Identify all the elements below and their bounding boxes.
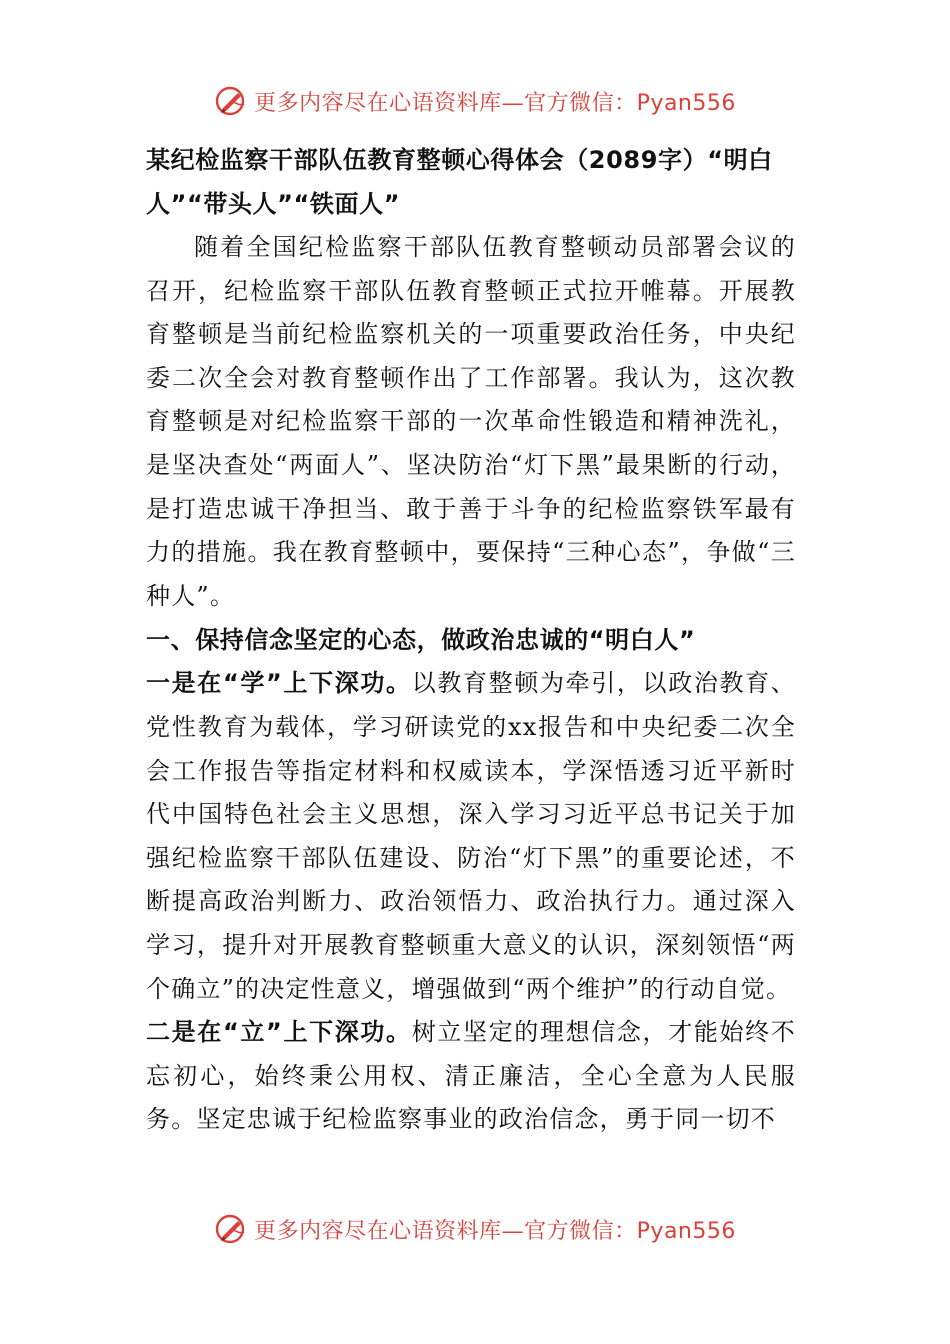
watermark-wechat-id: Pyan556 — [636, 90, 736, 116]
intro-paragraph: 随着全国纪检监察干部队伍教育整顿动员部署会议的召开，纪检监察干部队伍教育整顿正式拉开帷幕。开展教育整顿是当前纪检监察机关的一项重要政治任务，中央纪委二次全会对教育整顿作出了工作部署。我认为，这次教育整顿是对纪检监察干部的一次革命性锻造和精神洗礼，是坚决查处“两面人”、坚决防治“灯下黑”最果断的行动，是打造忠诚干净担当、敢于善于斗争的纪检监察铁军最有力的措施。我在教育整顿中，要保持“三种心态”，争做“三种人”。 — [146, 233, 796, 610]
point-body-2: 树立坚定的理想信念，才能始终不忘初心，始终秉公用权、清正廉洁，全心全意为人民服务。坚定忠诚于纪检监察事业的政治信念，勇于同一切不 — [146, 1018, 797, 1134]
pen-logo-icon — [214, 1212, 248, 1246]
pen-logo-icon — [214, 84, 248, 118]
document-body — [146, 138, 796, 1142]
section-heading-1: 一、保持信念坚定的心态，做政治忠诚的“明白人” — [146, 626, 696, 655]
watermark-text: 更多内容尽在心语资料库—官方微信：Pyan556 — [254, 1218, 736, 1244]
watermark-footer — [0, 1212, 950, 1246]
watermark-header — [0, 84, 950, 118]
point-lead-2: 二是在“立”上下深功。 — [146, 1018, 412, 1047]
watermark-text: 更多内容尽在心语资料库—官方微信：Pyan556 — [254, 90, 736, 116]
document-title: 某纪检监察干部队伍教育整顿心得体会（2089字）“明白人”“带头人”“铁面人” — [146, 146, 773, 218]
point-body-1: 以教育整顿为牵引，以政治教育、党性教育为载体，学习研读党的xx报告和中央纪委二次全会工作报告等指定材料和权威读本，学深悟透习近平新时代中国特色社会主义思想，深入学习习近平总书记关于加强纪检监察干部队伍建设、防治“灯下黑”的重要论述，不断提高政治判断力、政治领悟力、政治执行力。通过深入学习，提升对开展教育整顿重大意义的认识，深刻领悟“两个确立”的决定性意义，增强做到“两个维护”的行动自觉。 — [146, 669, 797, 1003]
point-paragraph-1 — [146, 662, 796, 1011]
point-paragraph-2 — [146, 1011, 796, 1142]
point-lead-1: 一是在“学”上下深功。 — [146, 669, 412, 698]
watermark-wechat-id: Pyan556 — [636, 1218, 736, 1244]
